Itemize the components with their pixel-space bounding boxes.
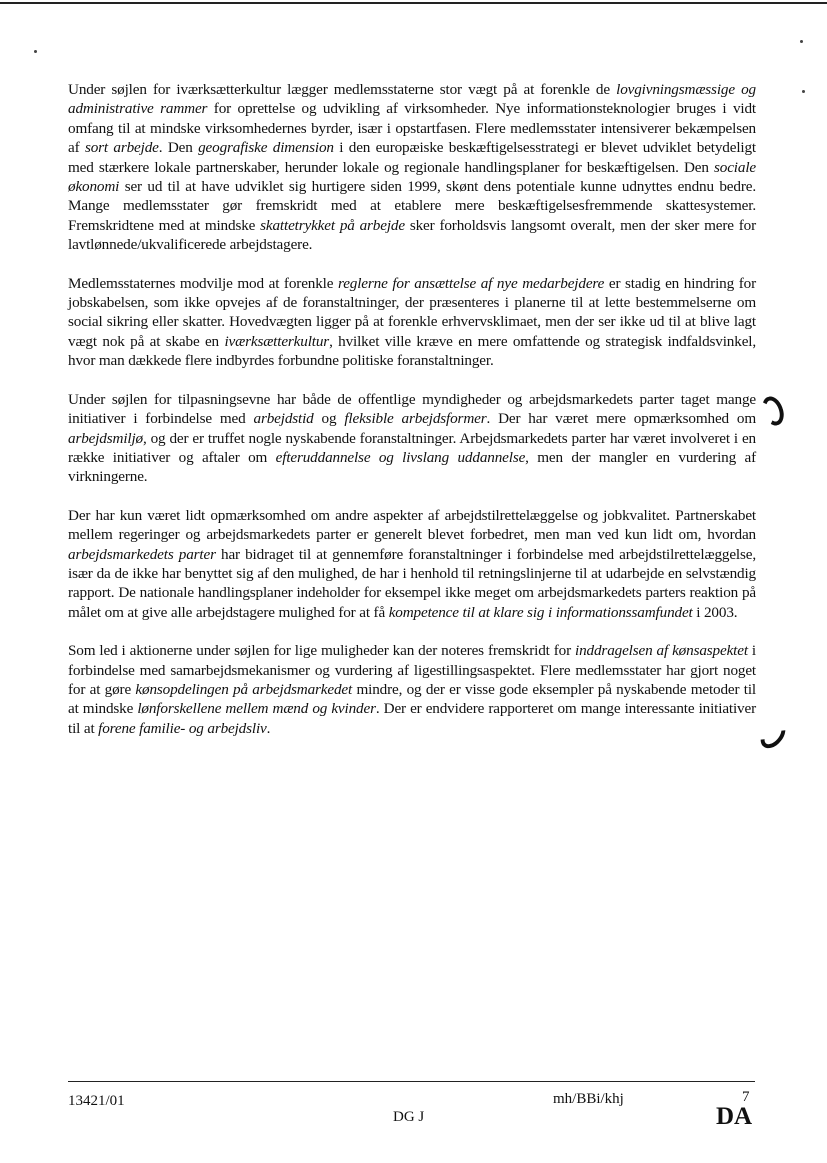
binding-hole-mark [756, 717, 791, 753]
text-run: , og der er truffet nogle nyskabende foranstaltninger. Arbejdsmarkedets parter har været involveret i en række initiativer og aftaler om [68, 429, 756, 466]
italic-term: sociale økonomi [68, 158, 756, 196]
italic-term: arbejdsmarkedets parter [68, 545, 216, 563]
page-number: 7 [742, 1089, 750, 1105]
text-run: Der har kun været lidt opmærksomhed om andre aspekter af arbejdstilrettelæggelse og jobkvalitet. Partnerskabet mellem regeringer og arbejdsmarkedets parter er generelt blevet forbedret, men man ved kun lidt om, hvordan [68, 506, 756, 544]
text-run: sker forholdsvis langsomt overalt, men der sker mere for lavtlønnede/ukvalificerede arbejdstagere. [68, 216, 756, 254]
document-number: 13421/01 [68, 1093, 125, 1109]
scan-speck [34, 50, 37, 53]
italic-term: efteruddannelse og livslang uddannelse [275, 448, 526, 466]
text-run: . Der har været mere opmærksomhed om [486, 410, 757, 428]
text-run: Som led i aktionerne under søjlen for lige muligheder kan der noteres fremskridt for [68, 642, 576, 660]
text-run: og [313, 410, 345, 428]
text-run: Under søjlen for tilpasningsevne har både de offentlige myndigheder og arbejdsmarkedets parter taget mange initiativer i forbindelse med [68, 390, 756, 428]
binding-hole-mark [758, 393, 787, 428]
text-run: . Der er endvidere rapporteret om mange interessante initiativer til at [68, 700, 756, 737]
italic-term: kønsopdelingen på arbejdsmarkedet [135, 680, 353, 698]
italic-term: forene familie- og arbejdsliv [98, 719, 267, 737]
top-rule [0, 2, 827, 4]
footer-rule [68, 1081, 755, 1082]
author-initials: mh/BBi/khj [553, 1091, 624, 1107]
text-run: , men der mangler en vurdering af virkningerne. [68, 448, 756, 486]
text-run: mindre, og der er visse gode eksempler på nyskabende metoder til at mindske [68, 680, 756, 718]
italic-term: kompetence til at klare sig i informationssamfundet [388, 603, 693, 621]
text-run: i den europæiske beskæftigelsesstrategi er blevet udviklet betydeligt med stærkere lokale partnerskaber, herunder lokale og regionale handlingsplaner for beskæftigelsen. Den [68, 139, 756, 176]
text-run: ser ud til at have udviklet sig hurtigere siden 1999, skønt dens potentiale kunne udnyttes endnu bedre. Mange medlemsstater gør fremskridt med at etablere mere beskæftigelsesfremmende skattesystemer. Fremskridtene med at mindske [68, 178, 756, 234]
paragraph [68, 80, 756, 255]
italic-term: inddragelsen af kønsaspektet [575, 642, 748, 660]
paragraph [68, 390, 756, 487]
italic-term: skattetrykket på arbejde [260, 216, 405, 234]
directorate-label: DG J [393, 1109, 425, 1125]
text-run: Under søjlen for iværksætterkultur lægger medlemsstaterne stor vægt på at forenkle de [68, 81, 617, 98]
text-run: , hvilket ville kræve en mere omfattende og strategisk indfaldsvinkel, hvor man dækkede flere indbyrdes forbundne politiske foranstaltninger. [68, 332, 757, 370]
text-run: i forbindelse med samarbejdsmekanismer og vurdering af ligestillingsaspektet. Flere medlemsstater har gjort noget for at gøre [68, 642, 756, 698]
text-run: i 2003. [692, 603, 738, 621]
paragraph [68, 641, 756, 738]
scan-speck [800, 40, 803, 43]
italic-term: arbejdstid [253, 410, 314, 428]
italic-term: lønforskellene mellem mænd og kvinder [137, 700, 376, 718]
italic-term: sort arbejde [84, 139, 159, 157]
italic-term: geografiske dimension [198, 139, 334, 157]
italic-term: reglerne for ansættelse af nye medarbejdere [338, 274, 605, 292]
scan-speck [802, 90, 805, 93]
text-run: for oprettelse og udvikling af virksomheder. Nye informationsteknologier bruges i vidt omfang til at mindske virksomhedernes byrder, især i opstartfasen. Flere medlemsstater intensiverer bekæmpelsen af [68, 100, 756, 157]
italic-term: iværksætterkultur [224, 332, 330, 350]
italic-term: fleksible arbejdsformer [344, 410, 487, 428]
document-body [68, 80, 756, 757]
text-run: Medlemsstaternes modvilje mod at forenkle [68, 274, 338, 292]
language-code: DA [716, 1103, 753, 1130]
paragraph [68, 506, 756, 622]
text-run: er stadig en hindring for jobskabelsen, som ikke opvejes af de foranstaltninger, der præsenteres i planerne til at lette bestemmelserne om social sikring eller skatter. Hovedvægten ligger på at forenkle erhvervsklimaet, men der ser ikke ud til at blive lagt vægt nok på at skabe en [68, 274, 756, 350]
text-run: . Den [158, 139, 199, 157]
italic-term: lovgivningsmæssige og administrative rammer [68, 81, 756, 118]
text-run: . [266, 719, 271, 737]
italic-term: arbejdsmiljø [68, 429, 143, 447]
paragraph [68, 274, 756, 371]
text-run: har bidraget til at gennemføre foranstaltninger i forbindelse med arbejdstilrettelæggelse, især da de ikke har benyttet sig af den mulighed, de har i henhold til retningslinjerne til at udarbejde en selvstændig rapport. De nationale handlingsplaner indeholder for eksempel ikke meget om arbejdsmarkedets parters reaktion på målet om at give alle arbejdstagere mulighed for at få [68, 545, 756, 621]
